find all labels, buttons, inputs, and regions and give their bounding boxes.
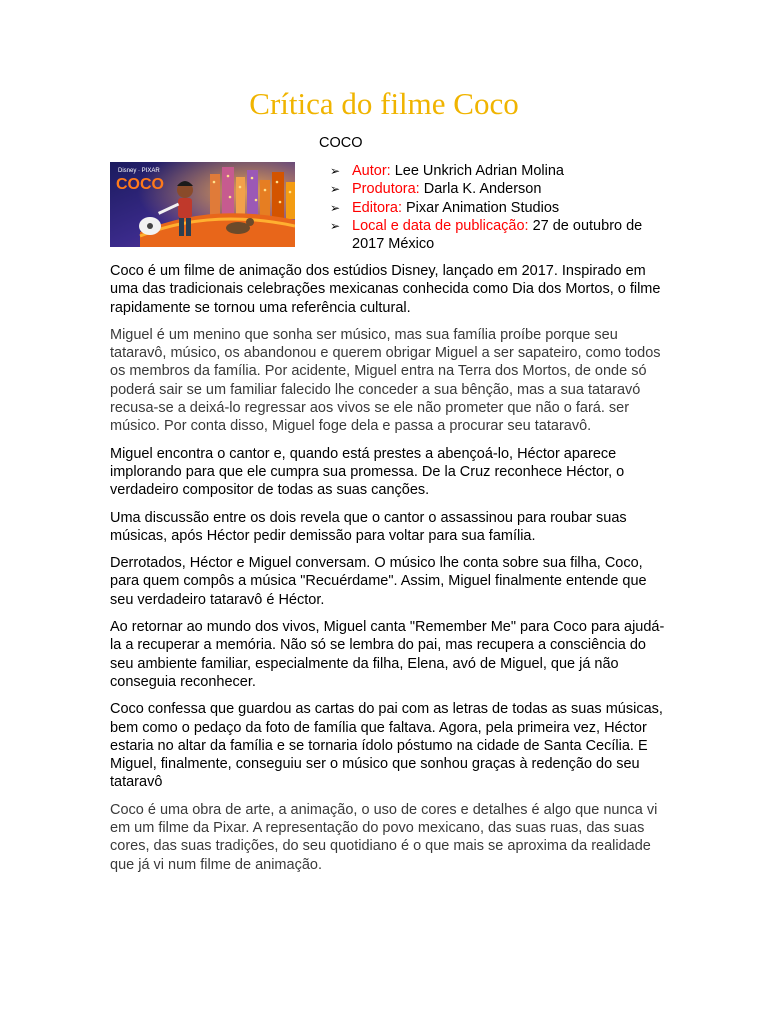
info-value: Darla K. Anderson xyxy=(419,181,542,198)
paragraph-encounter: Miguel encontra o cantor e, quando está prestes a abençoá-lo, Héctor aparece implorando para que ele cumpra sua promessa. De la Cruz reconhece Héctor, o verdadeiro compositor de todas as suas canções. xyxy=(110,445,625,499)
info-label: Autor: xyxy=(352,163,391,179)
info-value: Lee Unkrich Adrian Molina xyxy=(390,163,564,179)
info-item-author xyxy=(330,162,660,180)
arrowhead-bullet-icon: ➢ xyxy=(330,200,341,215)
paragraph-confession: Coco confessa que guardou as cartas do pai com as letras de todas as suas músicas, bem como o pedaço da foto de família que faltava. Agora, pela primeira vez, Héctor estaria no altar da família e se tornaria ídolo póstumo na cidade de Santa Cecília. E Miguel, finalmente, conseguiu ser o músico que sonhou graças à redenção do seu tataravô xyxy=(110,701,663,791)
paragraph-discussion: Uma discussão entre os dois revela que o cantor o assassinou para roubar suas músicas, após Héctor pedir demissão para voltar para sua família. xyxy=(110,509,627,544)
paragraph-plot: Miguel é um menino que sonha ser músico, mas sua família proíbe porque seu tataravô, músico, os abandonou e querem obrigar Miguel a ser sapateiro, como todos os membros da família. Por acidente, Miguel entra na Terra dos Mortos, de onde só poderá sair se um familiar falecido lhe conceder a sua bênção, mas a sua tataravó recusa-se a deixá-lo regressar aos vivos se ele não prometer que não o fará. ser músico. Por conta disso, Miguel foge dela e passa a procurar seu tataravô. xyxy=(110,326,661,435)
info-label: Local e data de publicação: xyxy=(352,217,529,234)
paragraph-opinion: Coco é uma obra de arte, a animação, o uso de cores e detalhes é algo que nunca vi em um filme da Pixar. A representação do povo mexicano, das suas ruas, das suas cores, das suas tradições, do seu quotidiano é o que mais se aproxima da realidade que já vi num filme de animação. xyxy=(110,801,658,873)
movie-poster-image xyxy=(110,162,295,247)
svg-text:Disney · PIXAR: Disney · PIXAR xyxy=(118,168,160,174)
info-item-place-date xyxy=(330,217,660,254)
arrowhead-bullet-icon: ➢ xyxy=(330,164,341,178)
info-label: Editora: xyxy=(352,199,402,216)
document-title: Crítica do filme Coco xyxy=(249,86,519,121)
arrowhead-bullet-icon: ➢ xyxy=(330,218,341,233)
review-body xyxy=(110,262,665,883)
paragraph-defeated: Derrotados, Héctor e Miguel conversam. O músico lhe conta sobre sua filha, Coco, para quem compôs a música "Recuérdame". Assim, Miguel finalmente entende que seu verdadeiro tataravô é Héctor. xyxy=(110,555,647,608)
arrowhead-bullet-icon: ➢ xyxy=(330,182,341,197)
info-item-producer xyxy=(330,180,660,198)
svg-text:COCO: COCO xyxy=(116,176,164,193)
info-label: Produtora: xyxy=(352,181,420,198)
document-subtitle: COCO xyxy=(319,135,363,151)
info-item-publisher xyxy=(330,199,660,217)
paragraph-intro: Coco é um filme de animação dos estúdios Disney, lançado em 2017. Inspirado em uma das tradicionais celebrações mexicanas conhecida como Dia dos Mortos, o filme rapidamente se tornou uma referência cultural. xyxy=(110,263,661,316)
movie-info-list xyxy=(330,162,660,253)
info-value: 27 de outubro de 2017 México xyxy=(352,217,643,253)
paragraph-return: Ao retornar ao mundo dos vivos, Miguel canta "Remember Me" para Coco para ajudá-la a recuperar a memória. Não só se lembra do pai, mas recupera a consciência do seu ambiente familiar, especialmente da filha, Elena, avó de Miguel, que já não conseguia reconhecer. xyxy=(110,619,665,690)
info-value: Pixar Animation Studios xyxy=(401,199,560,216)
